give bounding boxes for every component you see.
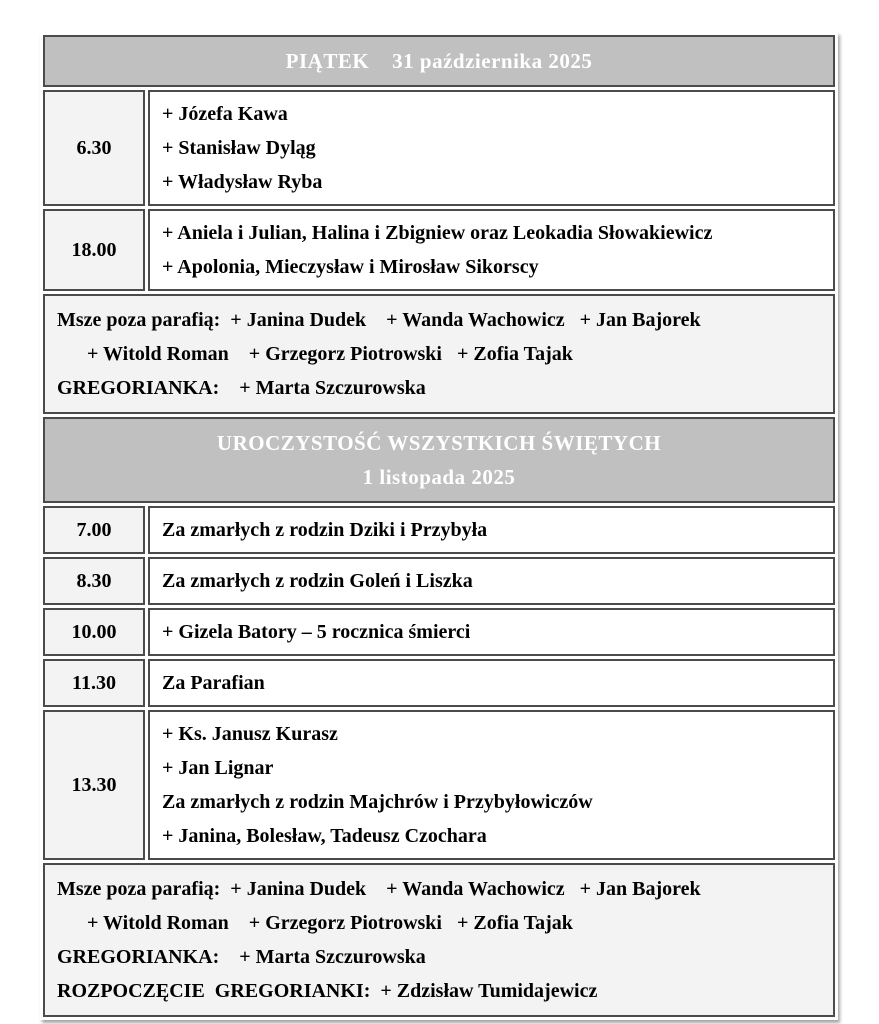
mass-time: 6.30 — [43, 90, 145, 206]
mass-row — [43, 710, 835, 860]
intention-line: Za Parafian — [162, 672, 265, 694]
mass-time: 18.00 — [43, 209, 145, 291]
intention-line: + Gizela Batory – 5 rocznica śmierci — [162, 621, 471, 643]
mass-intentions — [148, 710, 835, 860]
intention-line: Za zmarłych z rodzin Dziki i Przybyła — [162, 519, 488, 541]
notes-cell — [43, 294, 835, 414]
mass-row — [43, 608, 835, 656]
note-line: ROZPOCZĘCIE GREGORIANKI: + Zdzisław Tumidajewicz — [57, 980, 598, 1002]
mass-time: 8.30 — [43, 557, 145, 605]
schedule-body — [43, 35, 835, 1017]
day-header-line: UROCZYSTOŚĆ WSZYSTKICH ŚWIĘTYCH — [216, 431, 662, 455]
mass-time: 10.00 — [43, 608, 145, 656]
mass-time: 13.30 — [43, 710, 145, 860]
note-line: GREGORIANKA: + Marta Szczurowska — [57, 946, 426, 968]
note-line: GREGORIANKA: + Marta Szczurowska — [57, 377, 426, 399]
day-header-line: PIĄTEK 31 października 2025 — [285, 49, 593, 73]
mass-intentions — [148, 209, 835, 291]
day-header-cell — [43, 35, 835, 87]
mass-intentions — [148, 506, 835, 554]
mass-row — [43, 659, 835, 707]
intention-line: + Janina, Bolesław, Tadeusz Czochara — [162, 825, 487, 847]
day-header-line: 1 listopada 2025 — [362, 465, 516, 489]
mass-time: 7.00 — [43, 506, 145, 554]
day-header-cell — [43, 417, 835, 503]
intention-line: + Jan Lignar — [162, 757, 274, 779]
intention-line: + Apolonia, Mieczysław i Mirosław Sikorscy — [162, 256, 539, 278]
mass-time: 11.30 — [43, 659, 145, 707]
note-line: Msze poza parafią: + Janina Dudek + Wanda Wachowicz + Jan Bajorek — [57, 309, 701, 331]
mass-row — [43, 209, 835, 291]
notes-row — [43, 863, 835, 1017]
intention-line: Za zmarłych z rodzin Goleń i Liszka — [162, 570, 473, 592]
mass-row — [43, 90, 835, 206]
notes-cell — [43, 863, 835, 1017]
intention-line: + Władysław Ryba — [162, 171, 323, 193]
mass-schedule-table — [40, 32, 838, 1020]
mass-intentions — [148, 608, 835, 656]
intention-line: Za zmarłych z rodzin Majchrów i Przybyłowiczów — [162, 791, 593, 813]
mass-row — [43, 506, 835, 554]
note-line: + Witold Roman + Grzegorz Piotrowski + Zofia Tajak — [57, 912, 573, 934]
day-header-row — [43, 35, 835, 87]
mass-intentions — [148, 659, 835, 707]
notes-row — [43, 294, 835, 414]
intention-line: + Stanisław Dyląg — [162, 137, 316, 159]
day-header-row — [43, 417, 835, 503]
intention-line: + Aniela i Julian, Halina i Zbigniew oraz Leokadia Słowakiewicz — [162, 222, 713, 244]
note-line: + Witold Roman + Grzegorz Piotrowski + Zofia Tajak — [57, 343, 573, 365]
note-line: Msze poza parafią: + Janina Dudek + Wanda Wachowicz + Jan Bajorek — [57, 878, 701, 900]
mass-intentions — [148, 557, 835, 605]
intention-line: + Józefa Kawa — [162, 103, 288, 125]
mass-row — [43, 557, 835, 605]
intention-line: + Ks. Janusz Kurasz — [162, 723, 338, 745]
mass-intentions — [148, 90, 835, 206]
